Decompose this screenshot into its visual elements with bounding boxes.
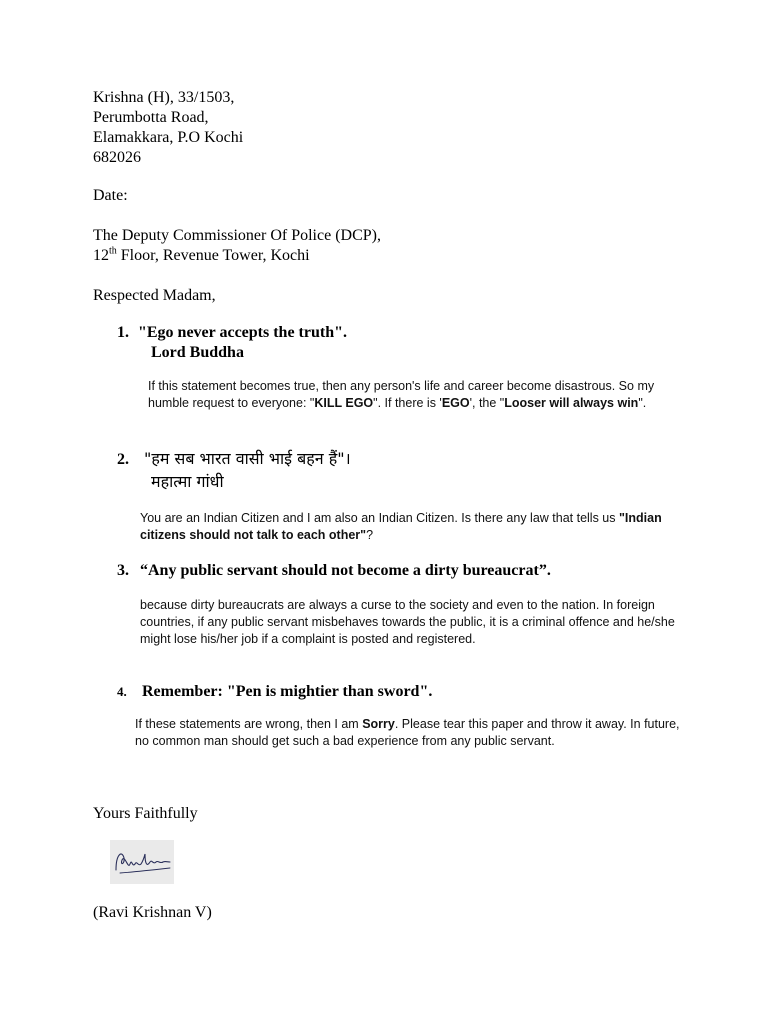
item-number: 4.	[117, 684, 127, 699]
item-attribution: Lord Buddha	[151, 344, 244, 361]
body-bold-text: KILL EGO	[314, 396, 374, 410]
item-heading: “Any public servant should not become a dirty bureaucrat”.	[140, 562, 551, 579]
quote-mark: "	[144, 449, 152, 468]
date-label: Date:	[93, 187, 128, 204]
closing: Yours Faithfully	[93, 805, 198, 822]
recipient-line-1: The Deputy Commissioner Of Police (DCP),	[93, 227, 381, 244]
item-2-body	[140, 510, 700, 544]
floor-number: 12	[93, 247, 109, 264]
body-bold-text: "Indian citizens should not talk to each other"	[140, 511, 662, 542]
item-1-body	[148, 378, 688, 412]
signatory-name: (Ravi Krishnan V)	[93, 904, 212, 921]
sender-address	[93, 88, 243, 168]
signature-image	[110, 840, 174, 884]
item-heading: हम सब भारत वासी भाई बहन हैं	[151, 449, 338, 468]
address-line: Krishna (H), 33/1503,	[93, 89, 235, 106]
item-number: 1.	[117, 324, 129, 341]
list-item-1	[117, 323, 347, 363]
body-bold-text: EGO	[441, 396, 470, 410]
recipient-line-2	[93, 246, 381, 266]
body-text: . Please tear this paper and throw it away. In future, no common man should get such a bad experience from any public servant.	[135, 717, 680, 748]
item-number: 3.	[117, 562, 129, 579]
list-item-3	[117, 561, 551, 581]
body-text: ', the "	[469, 396, 505, 410]
signature-scribble	[110, 840, 174, 884]
body-bold-text: Sorry	[362, 717, 395, 731]
list-item-2	[117, 448, 351, 493]
item-attribution: महात्मा गांधी	[151, 472, 224, 491]
address-line: Elamakkara, P.O Kochi	[93, 129, 244, 146]
body-bold-text: Looser will always win	[504, 396, 639, 410]
salutation: Respected Madam,	[93, 287, 216, 304]
item-4-body	[135, 716, 695, 750]
body-text: You are an Indian Citizen and I am also an Indian Citizen. Is there any law that tells us	[140, 511, 619, 525]
recipient-address	[93, 226, 381, 266]
list-item-4	[117, 682, 432, 702]
body-text: If this statement becomes true, then any person's life and career become disastrous. So my humble request to everyone: "	[148, 379, 655, 410]
body-text: ?	[366, 528, 374, 542]
address-line: 682026	[93, 149, 141, 166]
body-text: If these statements are wrong, then I am	[135, 717, 363, 731]
item-number: 2.	[117, 451, 129, 468]
item-heading: "Ego never accepts the truth".	[138, 324, 347, 341]
quote-mark: "।	[337, 449, 351, 468]
floor-suffix: th	[109, 245, 117, 257]
floor-rest: Floor, Revenue Tower, Kochi	[116, 247, 310, 264]
item-heading: Remember: "Pen is mightier than sword".	[142, 683, 433, 700]
address-line: Perumbotta Road,	[93, 109, 209, 126]
body-text: ".	[638, 396, 647, 410]
item-3-body: because dirty bureaucrats are always a curse to the society and even to the nation. In foreign countries, if any public servant misbehaves towards the public, it is a criminal offence and he/she might lose his/her job if a complaint is posted and registered.	[140, 598, 675, 646]
body-text: ". If there is '	[373, 396, 442, 410]
